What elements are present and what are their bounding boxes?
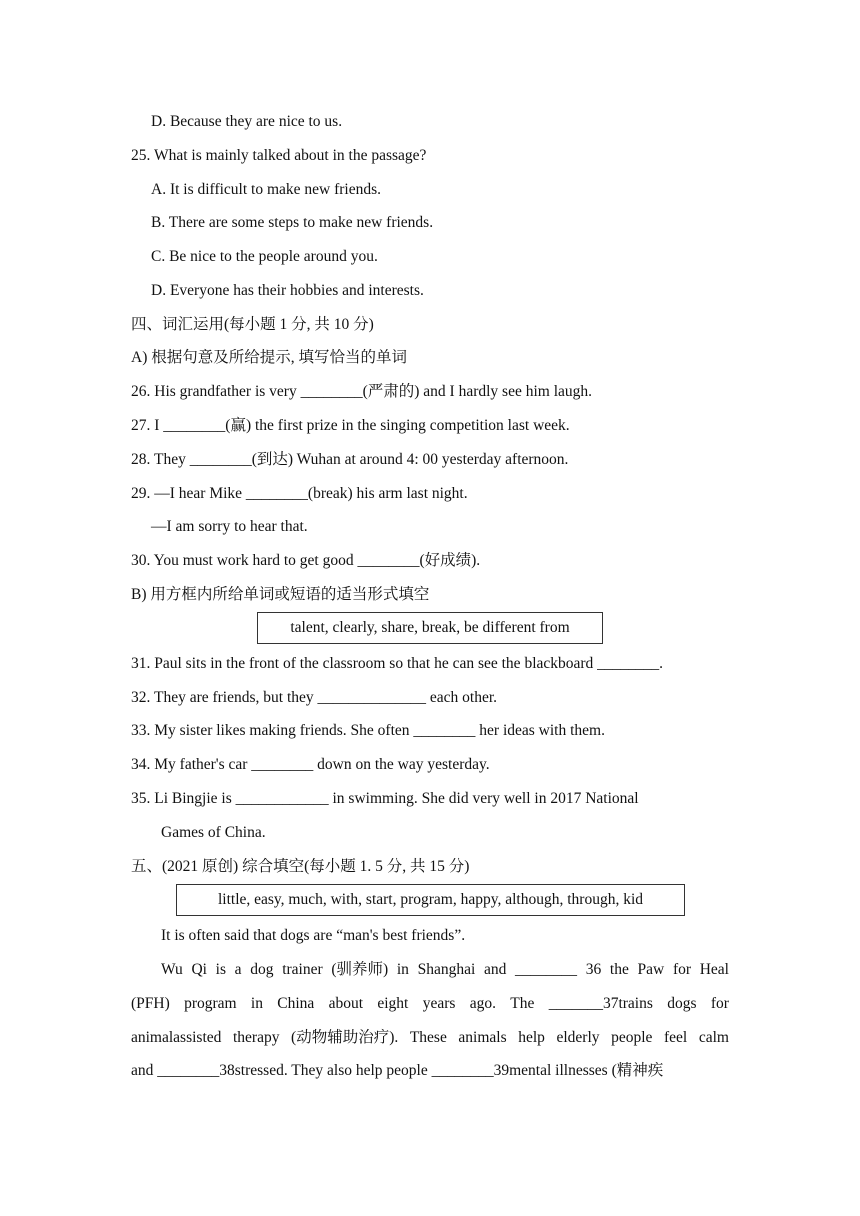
question-29: 29. —I hear Mike ________(break) his arm last night.: [131, 485, 468, 502]
passage-word: help: [518, 1029, 545, 1046]
word-box-b: talent, clearly, share, break, be different from: [257, 612, 603, 644]
passage-word: _______37trains: [548, 995, 653, 1012]
passage-word: ago.: [469, 995, 496, 1012]
option-25d: D. Everyone has their hobbies and interests.: [151, 282, 424, 299]
passage-word: years: [422, 995, 456, 1012]
passage-word: animalassisted: [131, 1029, 222, 1046]
passage-word: is: [215, 961, 226, 978]
question-31: 31. Paul sits in the front of the classroom so that he can see the blackboard ________.: [131, 655, 664, 672]
passage-word: eight: [377, 995, 409, 1012]
passage-line-4: and ________38stressed. They also help people ________39mental illnesses (精神疾: [131, 1062, 664, 1079]
question-35: 35. Li Bingjie is ____________ in swimming. She did very well in 2017 National: [131, 790, 639, 807]
passage-word: feel: [664, 1029, 688, 1046]
passage-word: ________: [515, 961, 578, 978]
passage-word: (动物辅助治疗).: [291, 1029, 399, 1046]
passage-line-3: [131, 1028, 729, 1048]
passage-word: The: [510, 995, 535, 1012]
option-24d: D. Because they are nice to us.: [151, 113, 343, 130]
passage-word: Heal: [699, 961, 729, 978]
section-5-heading: 五、(2021 原创) 综合填空(每小题 1. 5 分, 共 15 分): [131, 858, 470, 875]
question-25: 25. What is mainly talked about in the passage?: [131, 147, 427, 164]
passage-word: the: [609, 961, 629, 978]
passage-word: Qi: [191, 961, 207, 978]
question-33: 33. My sister likes making friends. She often ________ her ideas with them.: [131, 722, 605, 739]
option-25a: A. It is difficult to make new friends.: [151, 181, 382, 198]
passage-word: China: [277, 995, 315, 1012]
passage-word: for: [672, 961, 692, 978]
passage-intro: It is often said that dogs are “man's best friends”.: [161, 927, 466, 944]
passage-word: Wu: [161, 961, 183, 978]
passage-word: trainer: [282, 961, 323, 978]
passage-line-2: [131, 994, 729, 1014]
passage-word: in: [396, 961, 409, 978]
passage-word: These: [409, 1029, 447, 1046]
word-box-c: little, easy, much, with, start, program, happy, although, through, kid: [176, 884, 685, 916]
passage-word: for: [710, 995, 729, 1012]
passage-word: therapy: [232, 1029, 280, 1046]
passage-word: 36: [585, 961, 602, 978]
passage-word: dog: [250, 961, 274, 978]
passage-word: people: [611, 1029, 653, 1046]
passage-word: a: [234, 961, 242, 978]
passage-word: elderly: [556, 1029, 600, 1046]
passage-word: animals: [458, 1029, 507, 1046]
passage-line-1: [161, 960, 729, 980]
passage-word: calm: [698, 1029, 729, 1046]
question-26: 26. His grandfather is very ________(严肃的) and I hardly see him laugh.: [131, 383, 593, 400]
passage-word: dogs: [667, 995, 697, 1012]
passage-word: and: [483, 961, 507, 978]
option-25b: B. There are some steps to make new friends.: [151, 214, 434, 231]
question-29-reply: —I am sorry to hear that.: [151, 518, 308, 535]
passage-word: program: [184, 995, 237, 1012]
part-b-instruction: B) 用方框内所给单词或短语的适当形式填空: [131, 586, 430, 603]
passage-word: Shanghai: [417, 961, 476, 978]
passage-word: about: [328, 995, 364, 1012]
question-28: 28. They ________(到达) Wuhan at around 4: 00 yesterday afternoon.: [131, 451, 569, 468]
passage-word: (PFH): [131, 995, 170, 1012]
passage-word: in: [250, 995, 263, 1012]
option-25c: C. Be nice to the people around you.: [151, 248, 378, 265]
passage-word: Paw: [637, 961, 665, 978]
question-30: 30. You must work hard to get good ________(好成绩).: [131, 552, 481, 569]
question-34: 34. My father's car ________ down on the way yesterday.: [131, 756, 490, 773]
part-a-instruction: A) 根据句意及所给提示, 填写恰当的单词: [131, 349, 407, 366]
section-4-heading: 四、词汇运用(每小题 1 分, 共 10 分): [131, 316, 374, 333]
question-27: 27. I ________(赢) the first prize in the singing competition last week.: [131, 417, 570, 434]
question-32: 32. They are friends, but they ______________ each other.: [131, 689, 498, 706]
question-35-continued: Games of China.: [161, 824, 266, 841]
passage-word: (驯养师): [331, 961, 389, 978]
